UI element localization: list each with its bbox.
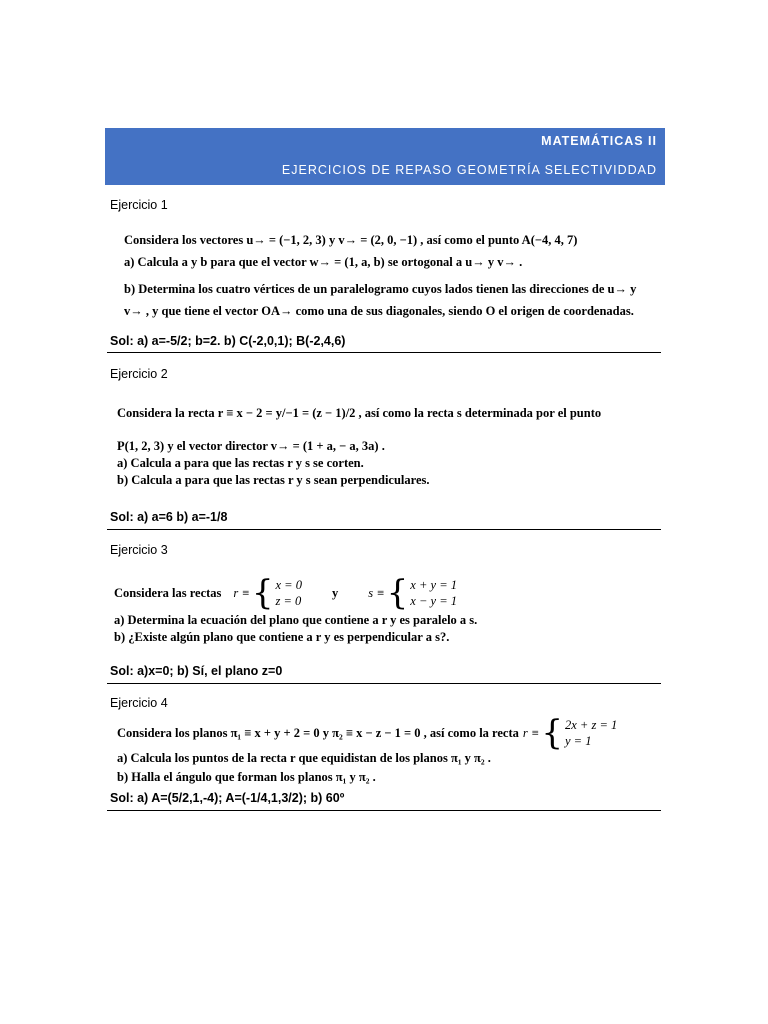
line-r-eq-1: x = 0	[275, 577, 302, 592]
header-banner	[105, 128, 665, 185]
line-r-eq-1: 2x + z = 1	[564, 717, 618, 732]
exercise-2-solution: Sol: a) a=6 b) a=-1/8	[110, 510, 228, 524]
exercise-3-solution: Sol: a)x=0; b) Sí, el plano z=0	[110, 664, 283, 678]
exercise-2-line-3: a) Calcula a para que las rectas r y s se corten.	[117, 455, 364, 470]
exercise-3-intro: Considera las rectas	[114, 585, 222, 600]
line-r-system	[539, 713, 618, 753]
brace-symbol: {	[541, 713, 563, 753]
exercise-1-line-1: Considera los vectores u→ = (−1, 2, 3) y v→ = (2, 0, −1) , así como el punto A(−4, 4, 7)	[124, 233, 578, 247]
exercise-4-divider	[107, 810, 661, 811]
exercise-3-line-1	[114, 573, 659, 613]
exercise-4-line-2: a) Calcula los puntos de la recta r que equidistan de los planos π₁ y π₂ .	[117, 751, 491, 765]
exercise-1-statement	[124, 232, 664, 320]
exercise-4-line-3: b) Halla el ángulo que forman los planos π₁ y π₂ .	[117, 769, 376, 784]
exercise-3-line-2: a) Determina la ecuación del plano que contiene a r y es paralelo a s.	[114, 613, 478, 627]
exercise-4-statement	[117, 713, 662, 786]
exercise-4-title: Ejercicio 4	[110, 696, 168, 710]
line-r-label: r ≡	[233, 585, 250, 600]
brace-symbol: {	[386, 573, 409, 613]
subject-title: MATEMÁTICAS II	[541, 134, 657, 148]
exercise-1-line-2: a) Calcula a y b para que el vector w→ = (1, a, b) se ortogonal a u→ y v→ .	[124, 254, 523, 269]
exercise-2-statement	[117, 405, 662, 489]
exercise-2-line-1: Considera la recta r ≡ x − 2 = y/−1 = (z − 1)/2 , así como la recta s determinada por el punto	[117, 406, 602, 420]
line-s-system	[385, 573, 458, 613]
exercise-2-divider	[107, 529, 661, 530]
exercise-3-statement	[114, 573, 659, 646]
line-r-system	[250, 573, 302, 613]
exercise-1-line-4: v→ , y que tiene el vector OA→ como una de sus diagonales, siendo O el origen de coordenadas.	[124, 303, 634, 318]
exercise-4-line-1	[117, 713, 662, 753]
line-r-eq-2: z = 0	[275, 594, 302, 608]
exercise-2-line-2: P(1, 2, 3) y el vector director v→ = (1 + a, − a, 3a) .	[117, 438, 385, 453]
exercise-1-solution: Sol: a) a=-5/2; b=2. b) C(-2,0,1); B(-2,4,6)	[110, 334, 346, 348]
topic-title: EJERCICIOS DE REPASO GEOMETRÍA SELECTIVIDDAD	[281, 163, 657, 177]
line-s-eq-1: x + y = 1	[410, 577, 458, 592]
exercise-3-line-3: b) ¿Existe algún plano que contiene a r y es perpendicular a s?.	[114, 629, 450, 644]
exercise-4-intro: Considera los planos π₁ ≡ x + y + 2 = 0 y π₂ ≡ x − z − 1 = 0 , así como la recta	[117, 725, 519, 740]
exercise-4-solution: Sol: a) A=(5/2,1,-4); A=(-1/4,1,3/2); b) 60º	[110, 791, 345, 805]
exercise-3-divider	[107, 683, 661, 684]
line-r-eq-2: y = 1	[564, 734, 592, 748]
exercise-2-line-4: b) Calcula a para que las rectas r y s sean perpendiculares.	[117, 472, 430, 487]
exercise-2-title: Ejercicio 2	[110, 367, 168, 381]
conjunction: y	[331, 585, 339, 600]
exercise-1-title: Ejercicio 1	[110, 198, 168, 212]
exercise-1-divider	[107, 352, 661, 353]
line-r-label: r ≡	[522, 725, 540, 740]
line-s-eq-2: x − y = 1	[410, 594, 458, 608]
exercise-1-line-3: b) Determina los cuatro vértices de un paralelogramo cuyos lados tienen las direcciones de u→ y	[124, 281, 637, 296]
brace-symbol: {	[251, 573, 274, 613]
line-s-label: s ≡	[368, 585, 385, 600]
exercise-3-title: Ejercicio 3	[110, 543, 168, 557]
